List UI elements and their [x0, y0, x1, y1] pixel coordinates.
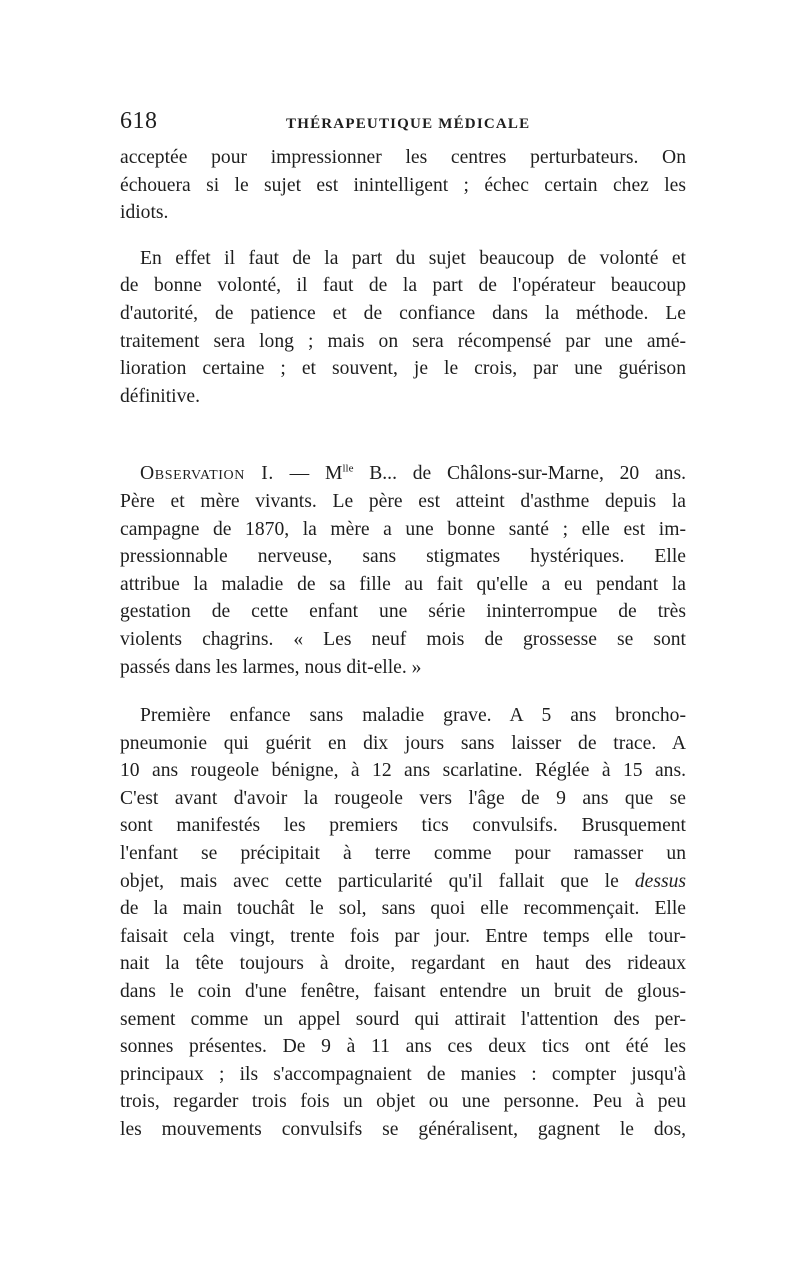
text-line: dans le coin d'une fenêtre, faisant entendre un bruit de glous-	[120, 981, 686, 1003]
text-line: campagne de 1870, la mère a une bonne santé ; elle est im-	[120, 518, 686, 540]
text-line: définitive.	[120, 385, 200, 407]
paragraph-2	[120, 245, 686, 411]
text-line: Père et mère vivants. Le père est atteint d'asthme depuis la	[120, 490, 686, 512]
text-line: les mouvements convulsifs se généralisent, gagnent le dos,	[120, 1119, 686, 1140]
observation-label: Observation I.	[140, 463, 274, 485]
text-line: Première enfance sans maladie grave. A 5 ans broncho-	[140, 705, 686, 727]
page-header	[120, 108, 686, 138]
observation-heading-line	[120, 460, 686, 488]
book-page	[120, 108, 686, 1144]
text-fragment: — M	[273, 463, 343, 485]
text-line-with-italic	[120, 868, 686, 896]
text-line: faisait cela vingt, trente fois par jour. Entre temps elle tour-	[120, 925, 686, 947]
text-fragment: objet, mais avec cette particularité qu'il fallait que le	[120, 870, 635, 892]
text-line: lioration certaine ; et souvent, je le crois, par une guérison	[120, 358, 686, 380]
text-line: sont manifestés les premiers tics convulsifs. Brusquement	[120, 815, 686, 837]
paragraph-1	[120, 144, 686, 227]
text-line: gestation de cette enfant une série ininterrompue de très	[120, 601, 686, 623]
text-line: pneumonie qui guérit en dix jours sans laisser de trace. A	[120, 732, 686, 754]
text-line: d'autorité, de patience et de confiance dans la méthode. Le	[120, 302, 686, 324]
superscript: lle	[342, 462, 354, 475]
text-line: acceptée pour impressionner les centres perturbateurs. On	[120, 147, 686, 168]
text-line: traitement sera long ; mais on sera récompensé par une amé-	[120, 330, 686, 352]
text-line: idiots.	[120, 202, 169, 224]
text-line: En effet il faut de la part du sujet beaucoup de volonté et	[140, 247, 686, 269]
text-line: violents chagrins. « Les neuf mois de grossesse se sont	[120, 628, 686, 650]
text-line: pressionnable nerveuse, sans stigmates hystériques. Elle	[120, 546, 686, 568]
running-title: THÉRAPEUTIQUE MÉDICALE	[286, 116, 531, 132]
text-line: échouera si le sujet est inintelligent ; échec certain chez les	[120, 174, 686, 196]
text-line: sonnes présentes. De 9 à 11 ans ces deux tics ont été les	[120, 1036, 686, 1058]
page-number: 618	[120, 108, 158, 134]
text-line: de bonne volonté, il faut de la part de l'opérateur beaucoup	[120, 275, 686, 297]
observation-paragraph	[120, 460, 686, 681]
italic-word: dessus	[634, 870, 686, 892]
text-line: 10 ans rougeole bénigne, à 12 ans scarlatine. Réglée à 15 ans.	[120, 760, 686, 782]
text-line: de la main touchât le sol, sans quoi elle recommençait. Elle	[120, 898, 686, 920]
paragraph-4	[120, 702, 686, 1144]
text-fragment: B... de Châlons-sur-Marne, 20 ans.	[353, 463, 686, 485]
text-line: C'est avant d'avoir la rougeole vers l'âge de 9 ans que se	[120, 787, 686, 809]
text-line: attribue la maladie de sa fille au fait qu'elle a eu pendant la	[120, 573, 686, 595]
text-line: principaux ; ils s'accompagnaient de manies : compter jusqu'à	[120, 1063, 686, 1085]
text-line: l'enfant se précipitait à terre comme pour ramasser un	[120, 843, 686, 865]
text-line: passés dans les larmes, nous dit-elle. »	[120, 656, 422, 678]
text-line: sement comme un appel sourd qui attirait l'attention des per-	[120, 1008, 686, 1030]
text-line: nait la tête toujours à droite, regardant en haut des rideaux	[120, 953, 686, 975]
text-line: trois, regarder trois fois un objet ou une personne. Peu à peu	[120, 1091, 686, 1113]
